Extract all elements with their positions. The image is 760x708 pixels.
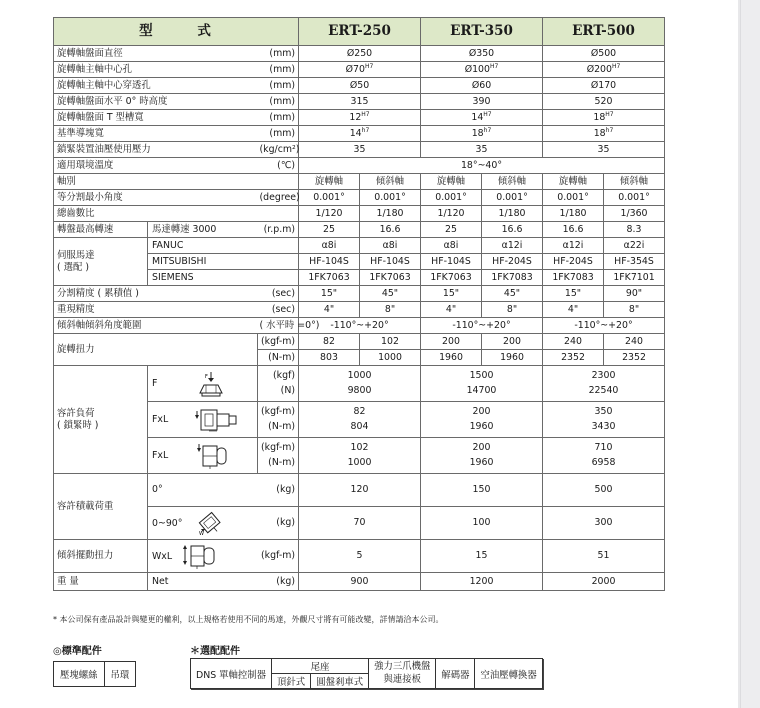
cell: 15" [299,286,360,302]
cell: 0.001° [543,190,604,206]
cell: 8" [360,302,421,318]
allow-sym-cell [148,402,258,438]
cell: 1/120 [421,206,482,222]
row-unit: (kgf-m) (N-m) [258,438,299,474]
cell: α12i [482,238,543,254]
row-unit: (℃) [258,158,299,174]
servo-label: 伺服馬達 ( 選配 ) [54,238,148,286]
cell: 51 [543,540,665,573]
cell: HF-104S [421,254,482,270]
cell: 200 1960 [421,402,543,438]
row-guide [54,126,665,142]
cell: 0.001° [360,190,421,206]
cell: 1FK7101 [604,270,665,286]
cell: 90" [604,286,665,302]
cell: 傾斜軸 [360,174,421,190]
cell: 傾斜軸 [482,174,543,190]
moment-load-icon [195,407,239,433]
cell: 8" [604,302,665,318]
svg-text:W: W [198,531,204,537]
row-unit: (mm) [258,94,299,110]
cell: α8i [421,238,482,254]
row-unit: (sec) [258,302,299,318]
row-label: 轉盤最高轉速 [54,222,148,238]
opt-item-dns: DNS 單軸控制器 [191,659,272,689]
allow-sym-cell [148,366,258,402]
cell: Ø500 [543,46,665,62]
row-repeat [54,302,665,318]
cell: 0.001° [421,190,482,206]
cell: -110°~+20° [543,318,665,334]
cell: HF-104S [360,254,421,270]
cell: 1960 [421,350,482,366]
row-unit: (kgf-m) [258,540,299,573]
row-diameter [54,46,665,62]
cell: 25 [299,222,360,238]
cell: $Ø100^{H7}$ [421,62,543,78]
row-tiltrange [54,318,665,334]
row-indexacc [54,286,665,302]
cell: 15" [543,286,604,302]
row-label: 旋轉扭力 [54,334,258,366]
std-item-eyebolt: 吊環 [104,662,136,687]
row-ratio [54,206,665,222]
cell: 2300 22540 [543,366,665,402]
row-unit: (kgf-m) [258,334,299,350]
cell: HF-354S [604,254,665,270]
row-unit: (mm) [258,46,299,62]
cell: 旋轉軸 [543,174,604,190]
axial-load-icon [195,371,227,397]
cell: 315 [299,94,421,110]
optional-accessories-title: ＊選配配件 [190,646,240,657]
row-label: 軸別 [54,174,299,190]
row-allow-f [54,366,665,402]
tilted-table-icon [195,509,225,537]
row-unit: (degree) [258,190,299,206]
cell: 500 [543,474,665,507]
cell: $14^{h7}$ [299,126,421,142]
cell: 1FK7083 [482,270,543,286]
cell: 0.001° [299,190,360,206]
cell: $12^{H7}$ [299,110,421,126]
cell: 1200 [421,573,543,591]
row-unit: (kgf) (N) [258,366,299,402]
row-unit: (N-m) [258,350,299,366]
cell: 1FK7063 [299,270,360,286]
row-label: 旋轉軸主軸中心穿透孔 [54,78,258,94]
cell: 35 [299,142,421,158]
cell: 1FK7083 [543,270,604,286]
svg-text:F: F [204,373,208,380]
cell: $Ø70^{H7}$ [299,62,421,78]
cell: 4" [421,302,482,318]
cell: Ø250 [299,46,421,62]
cell: Ø350 [421,46,543,62]
row-unit: (kg/cm²) [258,142,299,158]
cell: 16.6 [482,222,543,238]
cell: 0.001° [604,190,665,206]
header-row [54,18,665,46]
cell: Ø50 [299,78,421,94]
cell: 710 6958 [543,438,665,474]
cell: 390 [421,94,543,110]
row-minangle [54,190,665,206]
cell: 102 [360,334,421,350]
cell: 300 [543,507,665,540]
cell: 18°~40° [299,158,665,174]
row-spindle [54,62,665,78]
model-header: 型 式 [54,18,299,46]
cell: 1000 [360,350,421,366]
opt-item-booster: 空油壓轉換器 [475,659,542,689]
cell: 16.6 [360,222,421,238]
row-unit: (kg) [258,573,299,591]
col-ert350: ERT-350 [421,18,543,46]
std-item-clamp-screw: 壓塊螺絲 [54,662,105,687]
tilt-moment-icon [195,442,229,470]
payload-sym: 0° [152,484,163,496]
row-unit: (mm) [258,62,299,78]
row-unit: (mm) [258,126,299,142]
cell: 4" [299,302,360,318]
cell: 旋轉軸 [421,174,482,190]
row-unit: (sec) [258,286,299,302]
spec-table [53,17,665,591]
cell: 16.6 [543,222,604,238]
cell: 100 [421,507,543,540]
row-unit: (mm) [258,78,299,94]
row-label: 傾斜擺動扭力 [54,540,148,573]
row-label: 傾斜軸傾斜角度範圍 [54,318,258,334]
tilttorque-sym-cell [148,540,258,573]
cell: 45" [482,286,543,302]
cell: α8i [360,238,421,254]
cell: 240 [604,334,665,350]
cell: 1/360 [604,206,665,222]
cell: 120 [299,474,421,507]
opt-item-tail-brake: 圓盤剎車式 [311,674,369,689]
row-payload-0 [54,474,665,507]
cell: 240 [543,334,604,350]
cell: 200 [421,334,482,350]
cell: 1/180 [482,206,543,222]
opt-item-tailstock: 尾座 [272,659,369,674]
page-gutter-edge [740,0,760,708]
weight-sym: Net [148,573,258,591]
payload-sym-cell [148,507,258,540]
row-label: 等分割最小角度 [54,190,258,206]
row-label: 適用環境溫度 [54,158,258,174]
cell: 1/180 [360,206,421,222]
cell: 2352 [604,350,665,366]
footnote: * 本公司保有產品設計與變更的權利，以上規格若使用不同的馬達，外觀尺寸將有可能改變，詳情請洽本公司。 [53,615,444,624]
row-unit: (kgf-m) (N-m) [258,402,299,438]
cell: 5 [299,540,421,573]
cell: 傾斜軸 [604,174,665,190]
cell: 900 [299,573,421,591]
cell: 200 [482,334,543,350]
allow-sym-cell [148,438,258,474]
row-thru [54,78,665,94]
row-clamp [54,142,665,158]
cell: 803 [299,350,360,366]
row-height [54,94,665,110]
cell: -110°~+20° [421,318,543,334]
cell: 350 3430 [543,402,665,438]
cell: 45" [360,286,421,302]
cell: 82 804 [299,402,421,438]
cell: 15" [421,286,482,302]
cell: 1/180 [543,206,604,222]
row-unit: (mm) [258,110,299,126]
cell: 8.3 [604,222,665,238]
payload-sym-cell [148,474,258,507]
row-label: 鎖緊裝置油壓使用壓力 [54,142,258,158]
cell: $18^{h7}$ [421,126,543,142]
row-unit: (kg) [258,507,299,540]
cell: 102 1000 [299,438,421,474]
cell: 15 [421,540,543,573]
servo-brand: FANUC [148,238,299,254]
row-temp [54,158,665,174]
tilt-torque-icon [182,543,220,569]
allow-sym: FxL [152,450,169,461]
row-label: 旋轉軸盤面 T 型槽寬 [54,110,258,126]
row-label: 重 量 [54,573,148,591]
cell: 8" [482,302,543,318]
cell: Ø60 [421,78,543,94]
standard-accessories-table [53,661,136,687]
cell: HF-104S [299,254,360,270]
cell: 2352 [543,350,604,366]
opt-item-encoder: 解碼器 [436,659,475,689]
row-unit: (kg) [258,474,299,507]
allow-sym: FxL [152,414,169,425]
cell: Ø170 [543,78,665,94]
row-label: 旋轉軸盤面水平 0° 時高度 [54,94,258,110]
payload-label: 容許積載荷重 [54,474,148,540]
col-ert250: ERT-250 [299,18,421,46]
row-axis [54,174,665,190]
opt-item-tail-center: 頂針式 [272,674,311,689]
opt-item-chuck: 強力三爪機盤 與連接板 [369,659,436,689]
row-servo-fanuc [54,238,665,254]
cell: 200 1960 [421,438,543,474]
cell: 1500 14700 [421,366,543,402]
cell: -110°~+20° [299,318,421,334]
row-label: 旋轉軸盤面直徑 [54,46,258,62]
row-label: 總齒數比 [54,206,299,222]
cell: 1/120 [299,206,360,222]
cell: HF-204S [482,254,543,270]
cell: $18^{H7}$ [543,110,665,126]
cell: 520 [543,94,665,110]
cell: 1000 9800 [299,366,421,402]
cell: 35 [421,142,543,158]
cell: 25 [421,222,482,238]
cell: 1FK7063 [360,270,421,286]
servo-brand: MITSUBISHI [148,254,299,270]
row-label: 基準導塊寬 [54,126,258,142]
row-unit: ( 水平時 =0°) [258,318,299,334]
cell: 1960 [482,350,543,366]
row-torque-1 [54,334,665,350]
cell: 0.001° [482,190,543,206]
cell: α12i [543,238,604,254]
cell: $Ø200^{H7}$ [543,62,665,78]
cell: 4" [543,302,604,318]
cell: α8i [299,238,360,254]
cell: 35 [543,142,665,158]
cell: 旋轉軸 [299,174,360,190]
allow-label: 容許負荷 ( 鎖緊時 ) [54,366,148,474]
cell: 82 [299,334,360,350]
row-speed [54,222,665,238]
cell: 70 [299,507,421,540]
cell: $18^{h7}$ [543,126,665,142]
cell: 2000 [543,573,665,591]
cell: α22i [604,238,665,254]
row-weight [54,573,665,591]
cell: 1FK7063 [421,270,482,286]
allow-sym: F [152,378,158,389]
optional-accessories-table [190,658,543,689]
cell: $14^{H7}$ [421,110,543,126]
row-label: 重現精度 [54,302,258,318]
row-sublabel: 馬達轉速 3000 [148,222,258,238]
col-ert500: ERT-500 [543,18,665,46]
standard-accessories-title: ◎標準配件 [53,646,102,657]
row-tilttorque [54,540,665,573]
row-tslot [54,110,665,126]
row-unit: (r.p.m) [258,222,299,238]
row-label: 旋轉軸主軸中心孔 [54,62,258,78]
tilttorque-sym: WxL [152,550,173,562]
cell: HF-204S [543,254,604,270]
payload-sym: 0~90° [152,517,183,529]
cell: 150 [421,474,543,507]
row-label: 分割精度 ( 累積值 ) [54,286,258,302]
servo-brand: SIEMENS [148,270,299,286]
